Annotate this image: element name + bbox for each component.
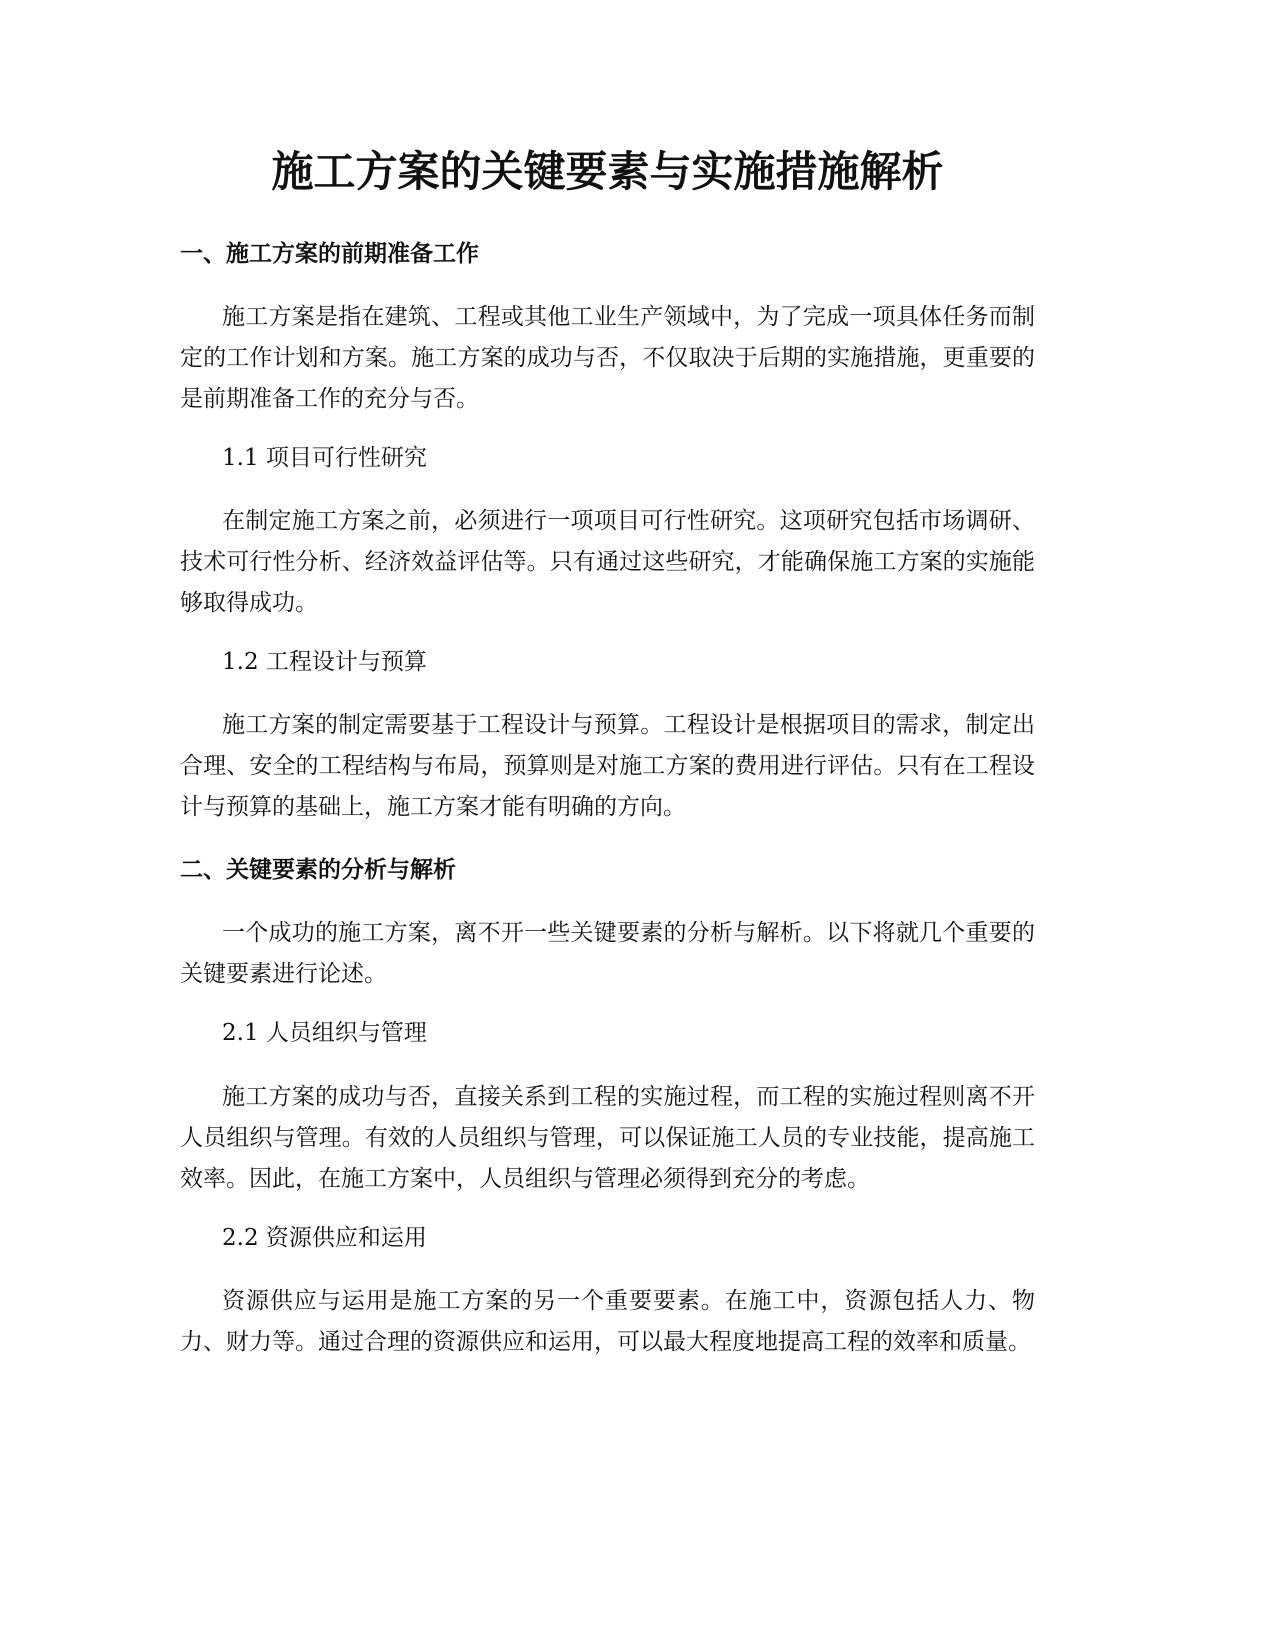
section-heading-2: 二、关键要素的分析与解析: [180, 857, 456, 883]
subsection-2-2-body: 资源供应与运用是施工方案的另一个重要要素。在施工中，资源包括人力、物力、财力等。通过合理的资源供应和运用，可以最大程度地提高工程的效率和质量。: [180, 1288, 1035, 1355]
section-heading-1: 一、施工方案的前期准备工作: [180, 241, 479, 267]
document-title: 施工方案的关键要素与实施措施解析: [271, 147, 944, 196]
subsection-1-1-body: 在制定施工方案之前，必须进行一项项目可行性研究。这项研究包括市场调研、技术可行性分析、经济效益评估等。只有通过这些研究，才能确保施工方案的实施能够取得成功。: [180, 508, 1035, 616]
subsection-heading-1-1: 1.1 项目可行性研究: [222, 445, 427, 471]
section-2-intro: 一个成功的施工方案，离不开一些关键要素的分析与解析。以下将就几个重要的关键要素进行论述。: [180, 920, 1035, 987]
subsection-heading-1-2: 1.2 工程设计与预算: [222, 649, 427, 675]
subsection-heading-2-2: 2.2 资源供应和运用: [222, 1225, 427, 1251]
subsection-heading-2-1: 2.1 人员组织与管理: [222, 1020, 427, 1046]
subsection-1-2-body: 施工方案的制定需要基于工程设计与预算。工程设计是根据项目的需求，制定出合理、安全的工程结构与布局，预算则是对施工方案的费用进行评估。只有在工程设计与预算的基础上，施工方案才能有明确的方向。: [180, 712, 1035, 820]
section-1-intro: 施工方案是指在建筑、工程或其他工业生产领域中，为了完成一项具体任务而制定的工作计划和方案。施工方案的成功与否，不仅取决于后期的实施措施，更重要的是前期准备工作的充分与否。: [180, 304, 1035, 412]
subsection-2-1-body: 施工方案的成功与否，直接关系到工程的实施过程，而工程的实施过程则离不开人员组织与管理。有效的人员组织与管理，可以保证施工人员的专业技能，提高施工效率。因此，在施工方案中，人员组织与管理必须得到充分的考虑。: [180, 1084, 1035, 1192]
